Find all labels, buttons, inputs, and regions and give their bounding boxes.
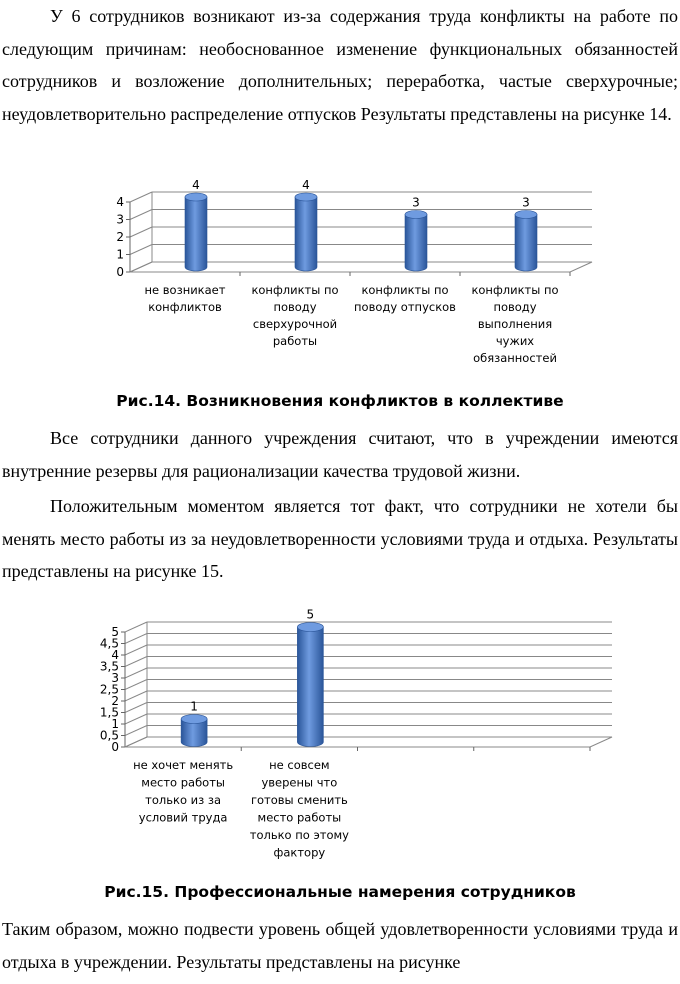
x-tick-label: не хочет менять (133, 758, 234, 772)
y-tick-label: 3,5 (99, 659, 119, 674)
y-tick-label: 1,5 (99, 705, 119, 720)
bar (515, 215, 537, 272)
chart-conflicts (0, 178, 680, 378)
x-tick-label: место работы (257, 810, 342, 825)
bar-top (297, 623, 323, 632)
gridline-depth (125, 726, 147, 736)
gridline-depth (125, 645, 147, 655)
x-tick-label: не совсем (269, 758, 330, 772)
data-label: 3 (412, 195, 420, 210)
y-tick-label: 4 (111, 648, 119, 662)
data-label: 4 (302, 178, 310, 192)
figure-14-caption: Рис.14. Возникновения конфликтов в коллективе (116, 392, 564, 410)
y-tick-label: 5 (111, 625, 119, 639)
x-tick-label: конфликты по (361, 283, 449, 297)
paragraph-positive: Положительным моментом является тот факт, что сотрудники не хотели бы менять место работы из за неудовлетворенности условиями труда и отдыха. Результаты представлены на рисунке 15. (2, 496, 678, 581)
x-tick-label: только из за (145, 793, 222, 807)
x-tick-label: сверхурочной (252, 317, 338, 331)
gridline-depth (125, 691, 147, 701)
figure-15-caption: Рис.15. Профессиональные намерения сотрудников (104, 883, 576, 901)
bar-top (295, 193, 317, 201)
gridline-depth (130, 192, 152, 202)
data-label: 4 (192, 178, 200, 192)
data-label: 5 (306, 607, 315, 622)
data-label: 1 (190, 699, 198, 714)
x-tick-label: работы (272, 334, 318, 348)
x-tick-label: конфликты по (471, 283, 559, 297)
bar-top (181, 715, 207, 724)
y-tick-label: 2 (116, 230, 124, 244)
bar (297, 627, 323, 747)
paragraph-summary: Таким образом, можно подвести уровень общей удовлетворенности условиями труда и отдыха в учреждении. Результаты представлены на рисунке (2, 919, 678, 972)
bar-top (185, 193, 207, 201)
y-tick-label: 1 (111, 717, 119, 731)
x-tick-label: готовы сменить (250, 793, 348, 807)
y-tick-label: 4 (116, 195, 124, 209)
gridline-depth (130, 245, 152, 255)
gridline-depth (125, 714, 147, 724)
x-tick-label: обязанностей (473, 351, 557, 365)
x-tick-label: условий труда (138, 810, 228, 825)
x-tick-label: фактору (273, 845, 326, 860)
x-tick-label: не возникает (144, 283, 226, 297)
x-tick-label: конфликты по (251, 283, 339, 297)
y-tick-label: 2,5 (99, 682, 119, 697)
gridline-depth (130, 210, 152, 220)
x-tick-label: поводу (273, 300, 317, 314)
gridline-depth (125, 634, 147, 644)
y-tick-label: 0,5 (99, 728, 119, 743)
y-tick-label: 2 (111, 694, 119, 708)
gridline-depth (125, 680, 147, 690)
y-tick-label: 1 (116, 247, 124, 262)
y-tick-label: 4,5 (99, 636, 119, 651)
x-tick-label: выполнения (477, 317, 553, 331)
bar (405, 215, 427, 272)
paragraph-intro: У 6 сотрудников возникают из-за содержания труда конфликты на работе по следующим причинам: необоснованное изменение функциональных обязанностей сотрудников и возложение дополнительных; переработка, частые сверхурочные; неудовлетворительно распределение отпусков Результаты представлены на рисунке 14. (2, 6, 678, 124)
x-tick-label: поводу отпусков (354, 300, 456, 314)
gridline-depth (125, 622, 147, 632)
data-label: 3 (522, 195, 530, 210)
bar (185, 197, 207, 271)
y-tick-label: 3 (116, 212, 124, 227)
y-tick-label: 3 (111, 671, 119, 685)
chart-intentions (0, 602, 680, 872)
x-tick-label: только по этому (249, 828, 349, 842)
bar-top (515, 211, 537, 219)
x-tick-label: место работы (141, 775, 225, 790)
x-tick-label: конфликтов (148, 300, 222, 314)
gridline-depth (125, 657, 147, 667)
y-tick-label: 0 (111, 740, 119, 754)
gridline-depth (125, 668, 147, 678)
x-tick-label: уверены что (261, 775, 338, 790)
gridline-depth (130, 227, 152, 237)
gridline-depth (125, 703, 147, 713)
x-tick-label: чужих (495, 334, 535, 348)
bar (295, 197, 317, 271)
bar-top (405, 211, 427, 219)
paragraph-reserves: Все сотрудники данного учреждения считают, что в учреждении имеются внутренние резервы для рационализации качества трудовой жизни. (2, 428, 678, 481)
y-tick-label: 0 (116, 265, 124, 279)
x-tick-label: поводу (493, 300, 537, 314)
